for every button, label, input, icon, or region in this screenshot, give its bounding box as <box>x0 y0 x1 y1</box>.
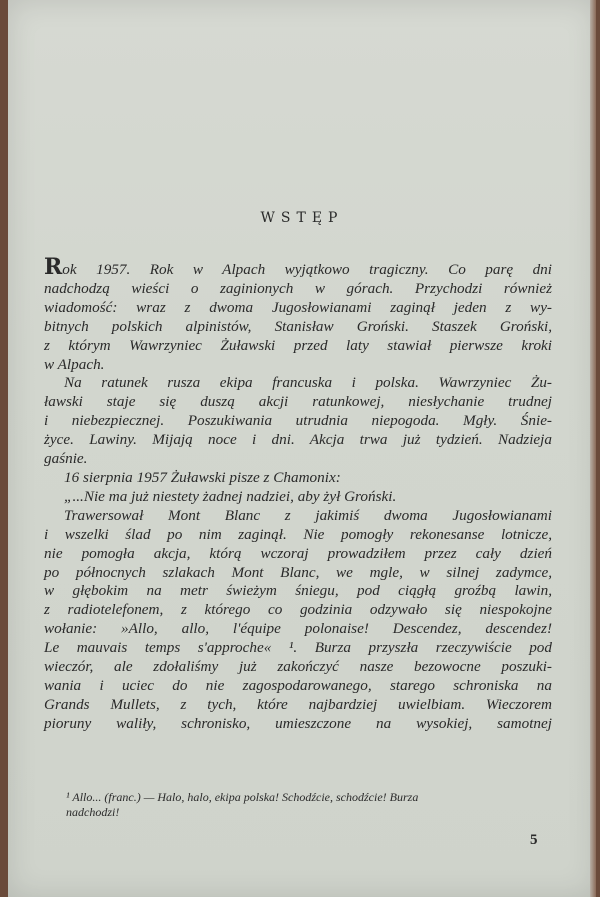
footnote-line: ¹ Allo... (franc.) — Halo, halo, ekipa polska! Schodźcie, schodźcie! Burza <box>66 790 419 804</box>
text-line-content: wiadomość: wraz z dwoma Jugosłowianami zaginął jeden z wy- <box>44 298 552 316</box>
text-line <box>44 564 552 583</box>
text-line-content: gaśnie. <box>44 450 88 468</box>
text-line-content: „...Nie ma już niestety żadnej nadziei, aby żył Groński. <box>64 487 397 505</box>
text-line <box>44 393 552 412</box>
text-line-content: ławski staje się duszą akcji ratunkowej, niesłychanie trudnej <box>44 393 552 411</box>
text-line-content: życe. Lawiny. Mijają noce i dni. Akcja trwa już tydzień. Nadzieja <box>44 431 552 449</box>
text-line-content: z radiotelefonem, z którego co godzinia odzywało się niespokojne <box>44 601 552 619</box>
text-line-content: bitnych polskich alpinistów, Stanisław Groński. Staszek Groński, <box>44 317 552 335</box>
text-line <box>44 450 552 469</box>
drop-cap: R <box>44 254 63 280</box>
text-line-content: nie pomogła akcja, którą wczoraj prowadziłem przez cały dzień <box>44 544 552 562</box>
text-line <box>44 507 552 526</box>
text-line <box>44 658 552 677</box>
text-line-content: nadchodzą wieści o zaginionych w górach. Przychodzi również <box>44 279 552 297</box>
text-line <box>44 337 552 356</box>
text-line-content: wołanie: »Allo, allo, l'équipe polonaise! Descendez, descendez! <box>44 620 552 638</box>
text-line <box>44 696 552 715</box>
text-line <box>44 601 552 620</box>
text-line <box>44 639 552 658</box>
text-line <box>44 545 552 564</box>
page-edge <box>590 0 596 897</box>
text-line-content: wania i uciec do nie zagospodarowanego, starego schroniska na <box>44 676 552 694</box>
text-line-content: i wszelki ślad po nim zaginął. Nie pomogły rekonesanse lotnicze, <box>44 525 552 543</box>
text-line-content: 16 sierpnia 1957 Żuławski pisze z Chamonix: <box>64 468 341 486</box>
text-line <box>44 299 552 318</box>
text-line <box>44 620 552 639</box>
text-line-content: Trawersował Mont Blanc z jakimiś dwoma Jugosłowianami <box>64 506 552 524</box>
text-line-content: pioruny waliły, schronisko, umieszczone na wysokiej, samotnej <box>44 714 552 732</box>
chapter-heading: WSTĘP <box>260 210 344 226</box>
body-text <box>44 254 552 734</box>
text-line <box>44 488 552 507</box>
text-line <box>44 431 552 450</box>
text-line-content: w Alpach. <box>44 355 105 373</box>
text-line <box>44 412 552 431</box>
text-line <box>44 356 552 375</box>
text-line-content: w głębokim na metr świeżym śniegu, pod ciągłą groźbą lawin, <box>44 582 552 600</box>
text-line-content: Grands Mullets, z tych, które najbardziej uwielbiam. Wieczorem <box>44 695 552 713</box>
text-line-content: Le mauvais temps s'approche« ¹. Burza przyszła rzeczywiście pod <box>44 639 552 657</box>
text-line <box>44 677 552 696</box>
text-line <box>44 280 552 299</box>
text-line-content: po północnych szlakach Mont Blanc, we mgle, w silnej zadymce, <box>44 563 552 581</box>
book-page <box>8 0 596 897</box>
text-line <box>44 526 552 545</box>
text-line-content: ok 1957. Rok w Alpach wyjątkowo tragiczny. Co parę dni <box>62 261 552 278</box>
text-line <box>44 469 552 488</box>
text-line <box>44 715 552 734</box>
text-line-content: Na ratunek rusza ekipa francuska i polska. Wawrzyniec Żu- <box>64 374 552 392</box>
text-line <box>44 318 552 337</box>
footnote-line: nadchodzi! <box>66 805 120 819</box>
text-line <box>44 374 552 393</box>
text-line-content: i niebezpiecznej. Poszukiwania utrudnia niepogoda. Mgły. Śnie- <box>44 412 552 430</box>
footnote <box>66 790 546 820</box>
text-line-content: wieczór, ale zdołaliśmy już zakończyć nasze bezowocne poszuki- <box>44 658 552 676</box>
text-line <box>44 254 552 280</box>
text-line-content: z którym Wawrzyniec Żuławski przed laty stawiał pierwsze kroki <box>44 336 552 354</box>
page-number: 5 <box>530 832 538 848</box>
text-line <box>44 582 552 601</box>
